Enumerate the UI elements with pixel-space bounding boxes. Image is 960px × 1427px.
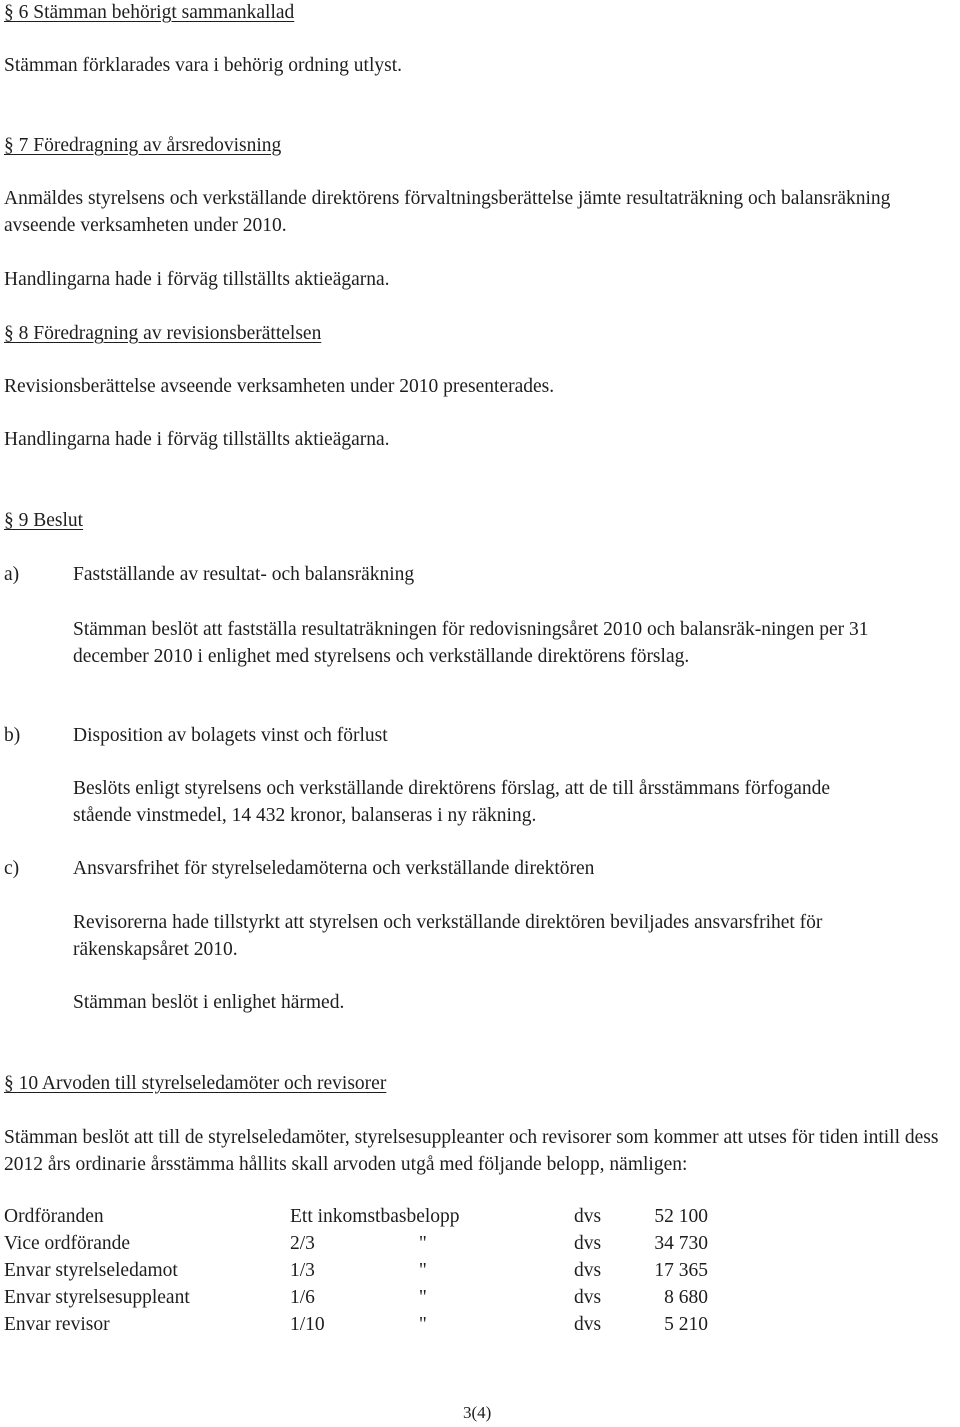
item-a-text: Stämman beslöt att fastställa resultaträkningen för redovisningsåret 2010 och balansräk-ningen per 31 december 2010 i enlighet med styrelsens och verkställande direktörens förslag. [73,619,869,667]
fee-fraction: 1/3 [290,1260,315,1281]
section-9-heading: § 9 Beslut [4,510,84,531]
table-row [4,1258,708,1285]
fee-basis: Ett inkomstbasbelopp [290,1206,460,1227]
item-c-text-2: Stämman beslöt i enlighet härmed. [73,992,345,1013]
fee-amount: 8 680 [664,1287,708,1308]
section-10-heading: § 10 Arvoden till styrelseledamöter och revisorer [4,1073,387,1094]
fee-ditto: " [418,1233,427,1254]
fee-role: Envar styrelseledamot [4,1260,178,1281]
fee-role: Ordföranden [4,1206,104,1227]
fee-dvs: dvs [574,1314,602,1335]
item-b-title: Disposition av bolagets vinst och förlust [73,725,388,746]
section-7-text-1: Anmäldes styrelsens och verkställande direktörens förvaltningsberättelse jämte resultaträkning och balansräkning avseende verksamheten under 2010. [4,188,891,236]
fee-amount: 17 365 [654,1260,708,1281]
fee-amount: 52 100 [654,1206,708,1227]
item-b-label: b) [4,725,21,746]
item-a-label: a) [4,564,20,585]
table-row [4,1204,708,1231]
section-10-text: Stämman beslöt att till de styrelseledamöter, styrelsesuppleanter och revisorer som kommer att utses för tiden intill dess 2012 års ordinarie årsstämma hållits skall arvoden utgå med följande belopp, nämligen: [4,1127,939,1175]
table-row [4,1312,708,1339]
fee-dvs: dvs [574,1233,602,1254]
table-row [4,1285,708,1312]
fee-dvs: dvs [574,1260,602,1281]
item-b-text: Beslöts enligt styrelsens och verkställande direktörens förslag, att de till årsstämmans förfogande stående vinstmedel, 14 432 kronor, balanseras i ny räkning. [73,778,831,826]
fee-role: Envar revisor [4,1314,110,1335]
item-a-title: Fastställande av resultat- och balansräkning [73,564,415,585]
fee-role: Vice ordförande [4,1233,131,1254]
section-6-heading: § 6 Stämman behörigt sammankallad [4,2,295,23]
fee-fraction: 1/6 [290,1287,315,1308]
section-7-text-2: Handlingarna hade i förväg tillställts aktieägarna. [4,269,390,290]
fee-role: Envar styrelsesuppleant [4,1287,190,1308]
fee-fraction: 1/10 [290,1314,325,1335]
item-c-text-1: Revisorerna hade tillstyrkt att styrelsen och verkställande direktören beviljades ansvarsfrihet för räkenskapsåret 2010. [73,912,823,960]
item-c-title: Ansvarsfrihet för styrelseledamöterna och verkställande direktören [73,858,595,879]
item-c-label: c) [4,858,20,879]
section-7-heading: § 7 Föredragning av årsredovisning [4,135,282,156]
section-8-heading: § 8 Föredragning av revisionsberättelsen [4,323,322,344]
fee-amount: 34 730 [654,1233,708,1254]
page-number: 3(4) [463,1403,492,1422]
fee-dvs: dvs [574,1206,602,1227]
fee-dvs: dvs [574,1287,602,1308]
fee-ditto: " [418,1314,427,1335]
fee-amount: 5 210 [664,1314,708,1335]
fee-fraction: 2/3 [290,1233,315,1254]
section-6-text: Stämman förklarades vara i behörig ordning utlyst. [4,55,403,76]
fee-ditto: " [418,1287,427,1308]
section-8-text-2: Handlingarna hade i förväg tillställts aktieägarna. [4,429,390,450]
fees-table [4,1204,708,1339]
fee-ditto: " [418,1260,427,1281]
section-8-text-1: Revisionsberättelse avseende verksamheten under 2010 presenterades. [4,376,555,397]
table-row [4,1231,708,1258]
